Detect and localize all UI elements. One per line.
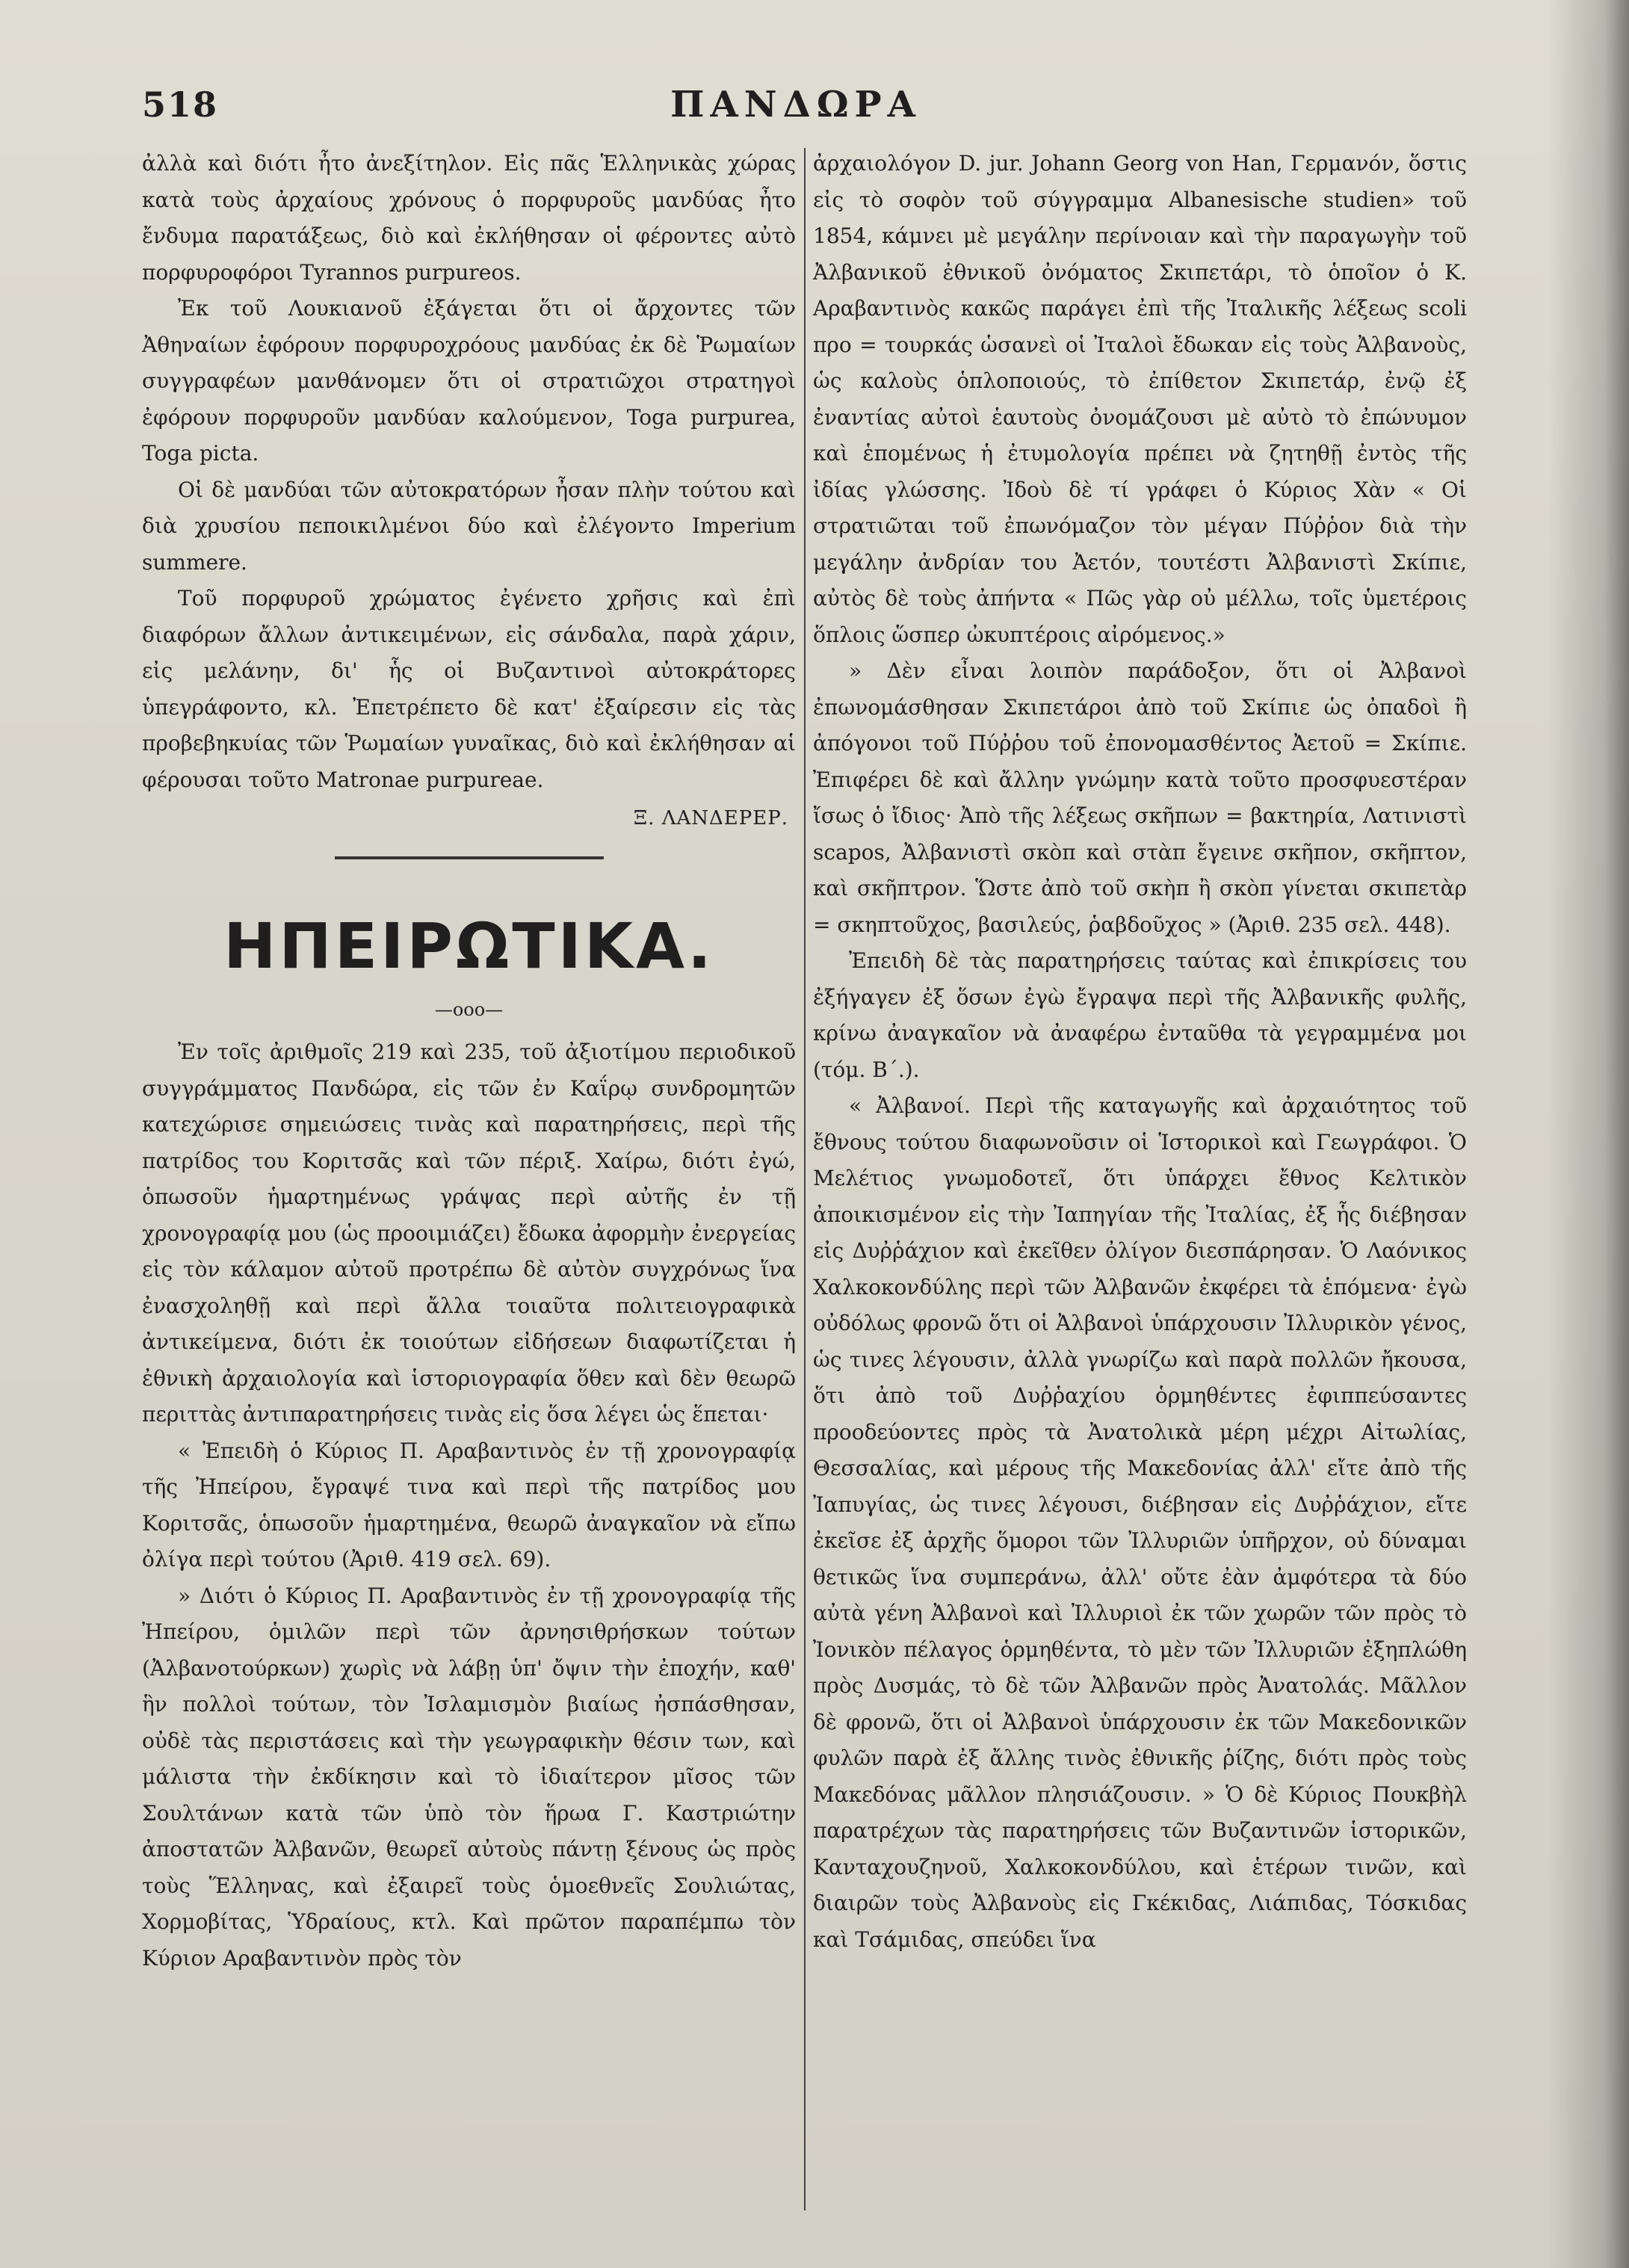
paragraph: Ἐν τοῖς ἀριθμοῖς 219 καὶ 235, τοῦ ἀξιοτίμου περιοδικοῦ συγγράμματος Πανδώρα, εἰς τῶν ἐν Καΐρῳ συνδρομητῶν κατεχώρισε σημειώσεις τινὰς καὶ παρατηρήσεις, περὶ τῆς πατρίδος του Κοριτσᾶς καὶ τῶν πέριξ. Χαίρω, διότι ἐγώ, ὁπωσοῦν ἡμαρτημένως γράψας περὶ αὐτῆς ἐν τῇ χρονογραφίᾳ μου (ὡς προοιμιάζει) ἔδωκα ἀφορμὴν ἐνεργείας εἰς τὸν κάλαμον αὐτοῦ προτρέπω δὲ αὐτὸν συγχρόνως ἵνα ἐνασχοληθῇ καὶ περὶ ἄλλα τοιαῦτα πολιτειογραφικὰ ἀντικείμενα, διότι ἐκ τοιούτων εἰδήσεων διαφωτίζεται ἡ ἐθνικὴ ἀρχαιολογία καὶ ἱστοριογραφία ὅθεν καὶ δὲν θεωρῶ περιττὰς ἀντιπαρατηρήσεις τινὰς εἰς ὅσα λέγει ὡς ἕπεται·	[142, 1039, 796, 1427]
paragraph: Ἐπειδὴ δὲ τὰς παρατηρήσεις ταύτας καὶ ἐπικρίσεις του ἐξήγαγεν ἐξ ὅσων ἐγὼ ἔγραψα περὶ τῆς Ἀλβανικῆς φυλῆς, κρίνω ἀναγκαῖον νὰ ἀναφέρω ἐνταῦθα τὰ γεγραμμένα μοι (τόμ. Β΄.).	[813, 948, 1467, 1082]
paragraph: » Διότι ὁ Κύριος Π. Αραβαντινὸς ἐν τῇ χρονογραφίᾳ τῆς Ἠπείρου, ὁμιλῶν περὶ τῶν ἀρνησιθρήσκων τούτων (Ἀλβανοτούρκων) χωρὶς νὰ λάβῃ ὑπ' ὄψιν τὴν ἐποχήν, καθ' ἣν πολλοὶ τούτων, τὸν Ἰσλαμισμὸν βιαίως ἠσπάσθησαν, οὐδὲ τὰς περιστάσεις καὶ τὴν γεωγραφικὴν θέσιν των, καὶ μάλιστα τὴν ἐκδίκησιν καὶ τὸ ἰδιαίτερον μῖσος τῶν Σουλτάνων κατὰ τῶν ὑπὸ τὸν ἥρωα Γ. Καστριώτην ἀποστατῶν Ἀλβανῶν, θεωρεῖ αὐτοὺς πάντῃ ξένους ὡς πρὸς τοὺς Ἕλληνας, καὶ ἐξαιρεῖ τοὺς ὁμοεθνεῖς Σουλιώτας, Χορμοβίτας, Ὑδραίους, κτλ. Καὶ πρῶτον παραπέμπω τὸν Κύριον Αραβαντινὸν πρὸς τὸν	[142, 1583, 796, 1971]
binding-shadow	[1547, 0, 1629, 2268]
paragraph: Ἐκ τοῦ Λουκιανοῦ ἐξάγεται ὅτι οἱ ἄρχοντες τῶν Ἀθηναίων ἐφόρουν πορφυροχρόους μανδύας ἐκ δὲ Ῥωμαίων συγγραφέων μανθάνομεν ὅτι οἱ στρατιῶχοι στρατηγοὶ ἐφόρουν πορφυροῦν μανδύαν καλούμενον, Toga purpurea, Toga picta.	[142, 296, 796, 466]
right-column	[813, 146, 1467, 2208]
paragraph: » Δὲν εἶναι λοιπὸν παράδοξον, ὅτι οἱ Ἀλβανοὶ ἐπωνομάσθησαν Σκιπετάροι ἀπὸ τοῦ Σκίπιε ὡς ὀπαδοὶ ἢ ἀπόγονοι τοῦ Πύῤῥου τοῦ ἐπονομασθέντος Ἀετοῦ = Σκίπιε. Ἐπιφέρει δὲ καὶ ἄλλην γνώμην κατὰ τοῦτο προσφυεστέραν ἴσως ὁ ἴδιος· Ἀπὸ τῆς λέξεως σκῆπων = βακτηρία, Λατινιστὶ scapos, Ἀλβανιστὶ σκὸπ καὶ στὰπ ἔγεινε σκῆπον, σκῆπτον, καὶ σκῆπτρον. Ὥστε ἀπὸ τοῦ σκὴπ ἢ σκὸπ γίνεται σκιπετὰρ = σκηπτοῦχος, βασιλεύς, ῥαβδοῦχος » (Ἀριθ. 235 σελ. 448).	[813, 658, 1467, 937]
running-title: ΠΑΝΔΩΡΑ	[670, 84, 921, 126]
section-ornament: —οοο—	[434, 999, 504, 1020]
paragraph: « Ἐπειδὴ ὁ Κύριος Π. Αραβαντινὸς ἐν τῇ χρονογραφίᾳ τῆς Ἠπείρου, ἔγραψέ τινα καὶ περὶ τῆς πατρίδος μου Κοριτσᾶς, ὁπωσοῦν ἡμαρτημένα, θεωρῶ ἀναγκαῖον νὰ εἴπω ὀλίγα περὶ τούτου (Ἀριθ. 419 σελ. 69).	[142, 1438, 796, 1572]
column-divider	[804, 148, 806, 2210]
left-column	[142, 146, 796, 2208]
paragraph: Τοῦ πορφυροῦ χρώματος ἐγένετο χρῆσις καὶ ἐπὶ διαφόρων ἄλλων ἀντικειμένων, εἰς σάνδαλα, παρὰ χάριν, εἰς μελάνην, δι' ἧς οἱ Βυζαντινοὶ αὐτοκράτορες ὑπεγράφοντο, κλ. Ἐπετρέπετο δὲ κατ' ἐξαίρεσιν εἰς τὰς προβεβηκυίας τῶν Ῥωμαίων γυναῖκας, διὸ καὶ ἐκλήθησαν αἱ φέρουσαι τοῦτο Matronae purpureae.	[142, 586, 796, 792]
page-header	[142, 78, 1450, 131]
section-rule	[335, 856, 604, 859]
paragraph: ἀρχαιολόγον D. jur. Johann Georg von Han, Γερμανόν, ὅστις εἰς τὸ σοφὸν τοῦ σύγγραμμα Albanesische studien» τοῦ 1854, κάμνει μὲ μεγάλην περίνοιαν καὶ τὴν παραγωγὴν τοῦ Ἀλβανικοῦ ἐθνικοῦ ὀνόματος Σκιπετάρι, τὸ ὁποῖον ὁ Κ. Αραβαντινὸς κακῶς παράγει ἐπὶ τῆς Ἰταλικῆς λέξεως scoli προ = τουρκάς ὡσανεὶ οἱ Ἰταλοὶ ἔδωκαν εἰς τοὺς Ἀλβανοὺς, ὡς καλοὺς ὁπλοποιούς, τὸ ἐπίθετον Σκιπετάρ, ἐνῷ ἐξ ἐναντίας αὐτοὶ ἑαυτοὺς ὀνομάζουσι μὲ αὐτὸ τὸ ἐπώνυμον καὶ ἑπομένως ἡ ἐτυμολογία πρέπει νὰ ζητηθῇ ἐντὸς τῆς ἰδίας γλώσσης. Ἰδοὺ δὲ τί γράφει ὁ Κύριος Χὰν « Οἱ στρατιῶται τοῦ ἐπωνόμαζον τὸν μέγαν Πύῤῥον διὰ τὴν μεγάλην ἀνδρίαν του Ἀετόν, τουτέστι Ἀλβανιστὶ Σκίπιε, αὐτὸς δὲ τοὺς ἀπήντα « Πῶς γὰρ οὐ μέλλω, τοῖς ὑμετέροις ὅπλοις ὥσπερ ὠκυπτέροις αἰρόμενος.»	[813, 151, 1467, 647]
page-number: 518	[142, 84, 219, 125]
paragraph: ἀλλὰ καὶ διότι ἦτο ἀνεξίτηλον. Εἰς πᾶς Ἑλληνικὰς χώρας κατὰ τοὺς ἀρχαίους χρόνους ὁ πορφυροῦς μανδύας ἦτο ἔνδυμα παρατάξεως, διὸ καὶ ἐκλήθησαν οἱ φέροντες αὐτὸ πορφυροφόροι Tyrannos purpureos.	[142, 151, 796, 285]
section-title: ΗΠΕΙΡΩΤΙΚΑ.	[223, 909, 714, 983]
paragraph: « Ἀλβανοί. Περὶ τῆς καταγωγῆς καὶ ἀρχαιότητος τοῦ ἔθνους τούτου διαφωνοῦσιν οἱ Ἱστορικοὶ καὶ Γεωγράφοι. Ὁ Μελέτιος γνωμοδοτεῖ, ὅτι ὑπάρχει ἔθνος Κελτικὸν ἀποικισμένον εἰς τὴν Ἰαπηγίαν τῆς Ἰταλίας, ἐξ ἧς διέβησαν εἰς Δυῤῥάχιον καὶ ἐκεῖθεν ὀλίγον διεσπάρησαν. Ὁ Λαόνικος Χαλκοκονδύλης περὶ τῶν Ἀλβανῶν ἐκφέρει τὰ ἑπόμενα· ἐγὼ οὐδόλως φρονῶ ὅτι οἱ Ἀλβανοὶ ὑπάρχουσιν Ἰλλυρικὸν γένος, ὡς τινες λέγουσιν, ἀλλὰ γνωρίζω καὶ παρὰ πολλῶν ἤκουσα, ὅτι ἀπὸ τοῦ Δυῤῥαχίου ὁρμηθέντες ἐφιππεύσαντες προοδεύοντες πρὸς τὰ Ἀνατολικὰ μέρη μέχρι Αἰτωλίας, Θεσσαλίας, καὶ μέρους τῆς Μακεδονίας ἀλλ' εἴτε ἀπὸ τῆς Ἰαπυγίας, ὡς τινες λέγουσι, διέβησαν εἰς Δυῤῥάχιον, εἴτε ἐκεῖσε ἐξ ἀρχῆς ὅμοροι τῶν Ἰλλυριῶν ὑπῆρχον, οὐ δύναμαι θετικῶς ἵνα συμπεράνω, ἀλλ' οὔτε ἐὰν ἀμφότερα τὰ δύο αὐτὰ γένη Ἀλβανοὶ καὶ Ἰλλυριοὶ ἐκ τῶν χωρῶν τῶν πρὸς τὸ Ἰονικὸν πέλαγος ὁρμηθέντα, τὸ μὲν τῶν Ἰλλυριῶν ἐξηπλώθη πρὸς Δυσμάς, τὸ δὲ τῶν Ἀλβανῶν πρὸς Ἀνατολάς. Μᾶλλον δὲ φρονῶ, ὅτι οἱ Ἀλβανοὶ ὑπάρχουσιν ἐκ τῶν Μακεδονικῶν φυλῶν παρὰ ἐξ ἄλλης τινὸς ἐθνικῆς ῥίζης, διότι πρὸς τοὺς Μακεδόνας μᾶλλον πλησιάζουσιν. » Ὁ δὲ Κύριος Πουκβὴλ παρατρέχων τὰς παρατηρήσεις τῶν Βυζαντινῶν ἱστορικῶν, Κανταχουζηνοῦ, Χαλκοκονδύλου, καὶ ἑτέρων τινῶν, καὶ διαιρῶν τοὺς Ἀλβανοὺς εἰς Γκέκιδας, Λιάπιδας, Τόσκιδας καὶ Τσάμιδας, σπεύδει ἵνα	[813, 1093, 1467, 1952]
author-signature: Ξ. ΛΑΝΔΕΡΕΡ.	[633, 807, 788, 829]
paragraph: Οἱ δὲ μανδύαι τῶν αὐτοκρατόρων ἦσαν πλὴν τούτου καὶ διὰ χρυσίου πεποικιλμένοι δύο καὶ ἐλέγοντο Imperium summere.	[142, 477, 796, 575]
